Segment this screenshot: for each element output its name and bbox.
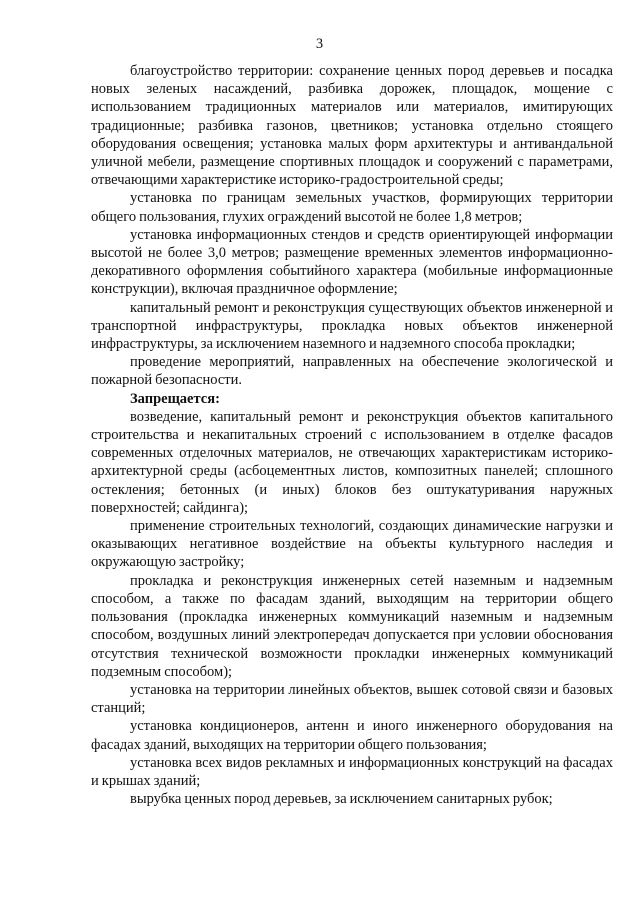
paragraph-advertising: установка всех видов рекламных и информационных конструкций на фасадах и крышах зданий; <box>91 754 613 789</box>
prohibited-heading: Запрещается: <box>130 390 220 407</box>
paragraph-fencing: установка по границам земельных участков, формирующих территории общего пользования, глухих ограждений высотой не более 1,8 метров; <box>91 190 613 225</box>
paragraph-dynamic-loads: применение строительных технологий, создающих динамические нагрузки и оказывающих негативное воздействие на объекты культурного наследия и окружающую застройку; <box>91 518 613 571</box>
paragraph-safety-measures: проведение мероприятий, направленных на обеспечение экологической и пожарной безопасности. <box>91 354 613 389</box>
document-body <box>91 62 613 808</box>
paragraph-info-stands: установка информационных стендов и средств ориентирующей информации высотой не более 3,0 метров; размещение временных элементов информационно- декоративного оформления событийного характера (мобильные информационные конструкции), включая праздничное оформление; <box>91 226 613 298</box>
page-number: 3 <box>315 36 324 52</box>
paragraph-infrastructure-repair: капитальный ремонт и реконструкция существующих объектов инженерной и транспортной инфраструктуры, прокладка новых объектов инженерной инфраструктуры, за исключением наземного и надземного способа прокладки; <box>91 299 613 353</box>
paragraph-landscaping: благоустройство территории: сохранение ценных пород деревьев и посадка новых зеленых насаждений, разбивка дорожек, площадок, мощение с использованием традиционных материалов или материалов, имитирующих традиционные; разбивка газонов, цветников; установка отдельно стоящего оборудования освещения; установка малых форм архитектуры и антивандальной уличной мебели, размещение спортивных площадок и сооружений с параметрами, отвечающими характеристике историко-градостроительной среды; <box>91 63 613 189</box>
paragraph-utility-networks: прокладка и реконструкция инженерных сетей наземным и надземным способом, а также по фасадам зданий, выходящим на территории общего пользования (прокладка инженерных коммуникаций наземным и надземным способом, воздушных линий электропередач допускается при условии обоснования отсутствия технической возможности прокладки инженерных коммуникаций подземным способом); <box>91 572 613 680</box>
paragraph-construction-ban: возведение, капитальный ремонт и реконструкция объектов капитального строительства и некапитальных строений с использованием в отделке фасадов современных отделочных материалов, не отвечающих характеристикам историко- архитектурной среды (асбоцементных листов, композитных панелей; сплошного остекления; бетонных (и иных) блоков без оштукатуривания наружных поверхностей; сайдинга); <box>91 408 613 516</box>
paragraph-air-conditioners: установка кондиционеров, антенн и иного инженерного оборудования на фасадах зданий, выходящих на территории общего пользования; <box>91 718 613 753</box>
paragraph-tree-felling: вырубка ценных пород деревьев, за исключением санитарных рубок; <box>130 791 553 808</box>
paragraph-cell-towers: установка на территории линейных объектов, вышек сотовой связи и базовых станций; <box>91 681 613 717</box>
